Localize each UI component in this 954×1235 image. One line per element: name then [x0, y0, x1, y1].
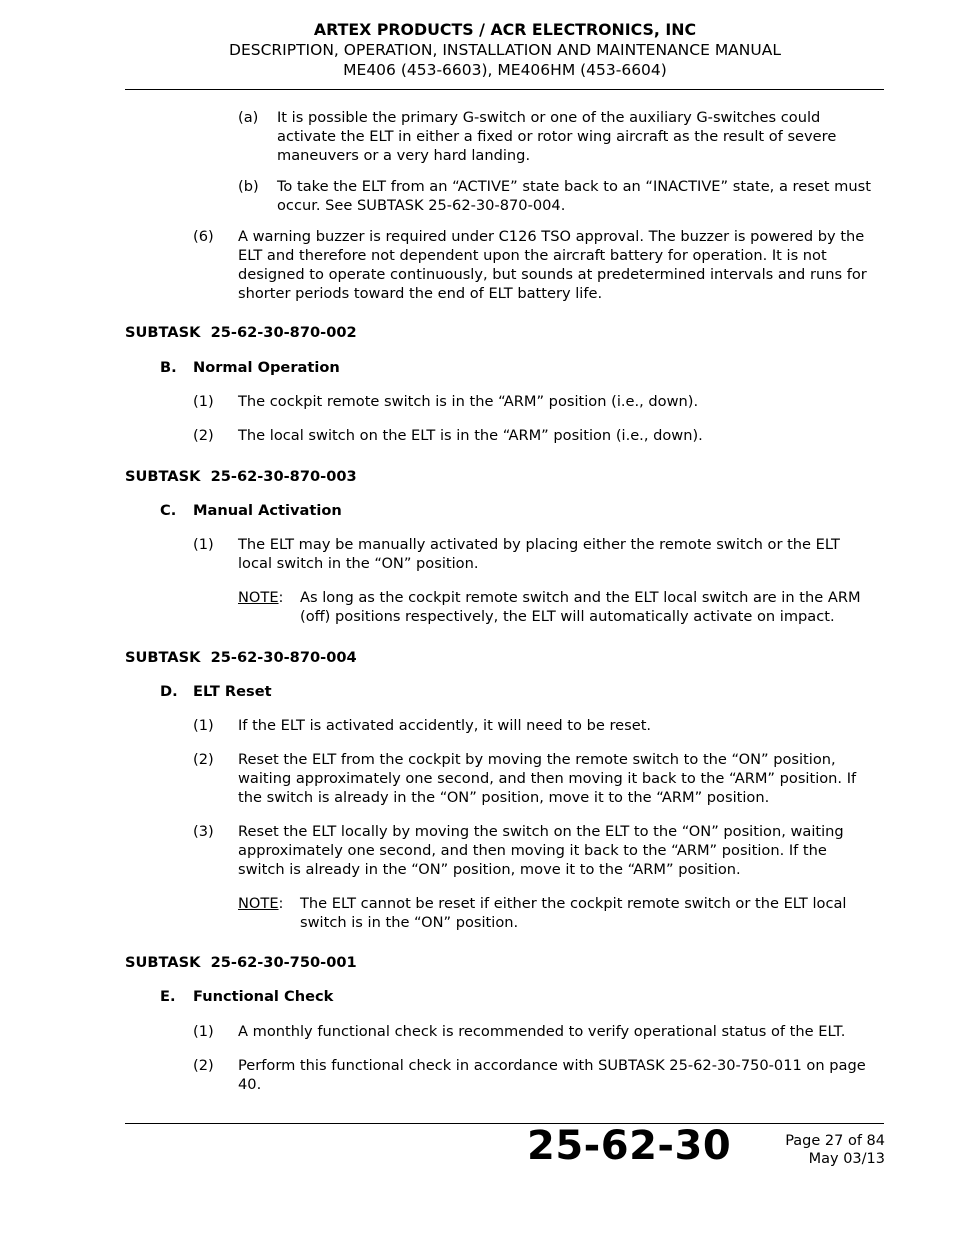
note-text: As long as the cockpit remote switch and the ELT local switch are in the ARM (off) positions respectively, the ELT will automatically activate on impact.	[300, 589, 861, 625]
page-number: Page 27 of 84	[785, 1133, 885, 1149]
section-letter: D.	[160, 683, 178, 700]
step-text: The ELT may be manually activated by placing either the remote switch or the ELT local switch in the “ON” position.	[238, 536, 840, 572]
subtask-heading: SUBTASK 25-62-30-870-004	[125, 649, 357, 666]
step-label: (3)	[193, 823, 214, 840]
item-6-label: (6)	[193, 228, 214, 245]
company-name: ARTEX PRODUCTS / ACR ELECTRONICS, INC	[313, 20, 697, 39]
item-b-label: (b)	[238, 178, 259, 195]
step-text: If the ELT is activated accidently, it will need to be reset.	[238, 717, 652, 734]
section-letter: B.	[160, 359, 177, 376]
step-text: Perform this functional check in accordance with SUBTASK 25-62-30-750-011 on page 40.	[238, 1057, 866, 1093]
document-code: 25-62-30	[527, 1123, 732, 1169]
item-a-label: (a)	[238, 109, 259, 126]
step-label: (1)	[193, 717, 214, 734]
step-text: A monthly functional check is recommended to verify operational status of the ELT.	[238, 1023, 846, 1040]
step-text: Reset the ELT locally by moving the switch on the ELT to the “ON” position, waiting approximately one second, and then moving it back to the “ARM” position. If the switch is already in the “ON” position, move it to the “ARM” position.	[238, 823, 844, 878]
revision-date: May 03/13	[808, 1151, 885, 1167]
note-colon: :	[278, 895, 284, 912]
item-b-text: To take the ELT from an “ACTIVE” state back to an “INACTIVE” state, a reset must occur. See SUBTASK 25-62-30-870-004.	[277, 178, 871, 214]
subtask-heading: SUBTASK 25-62-30-870-003	[125, 468, 357, 485]
manual-title: DESCRIPTION, OPERATION, INSTALLATION AND MAINTENANCE MANUAL	[229, 41, 781, 59]
step-label: (2)	[193, 427, 214, 444]
step-label: (1)	[193, 536, 214, 553]
model-numbers: ME406 (453-6603), ME406HM (453-6604)	[343, 61, 667, 79]
note-label	[238, 588, 283, 607]
footer-divider	[125, 1123, 884, 1124]
subtask-heading: SUBTASK 25-62-30-870-002	[125, 324, 357, 341]
subtask-heading: SUBTASK 25-62-30-750-001	[125, 954, 357, 971]
note-word: NOTE	[238, 589, 279, 606]
step-text: The cockpit remote switch is in the “ARM” position (i.e., down).	[238, 393, 699, 410]
section-title: Manual Activation	[193, 502, 342, 519]
step-label: (2)	[193, 1057, 214, 1074]
section-title: Functional Check	[193, 988, 334, 1005]
section-title: Normal Operation	[193, 359, 340, 376]
step-label: (1)	[193, 1023, 214, 1040]
item-6-text: A warning buzzer is required under C126 TSO approval. The buzzer is powered by the ELT and therefore not dependent upon the aircraft battery for operation. It is not designed to operate continuously, but sounds at predetermined intervals and runs for shorter periods toward the end of ELT battery life.	[238, 228, 867, 302]
section-letter: C.	[160, 502, 177, 519]
step-label: (1)	[193, 393, 214, 410]
section-title: ELT Reset	[193, 683, 272, 700]
step-text: The local switch on the ELT is in the “ARM” position (i.e., down).	[238, 427, 703, 444]
note-text: The ELT cannot be reset if either the cockpit remote switch or the ELT local switch is in the “ON” position.	[300, 895, 847, 931]
section-letter: E.	[160, 988, 176, 1005]
step-text: Reset the ELT from the cockpit by moving the remote switch to the “ON” position, waiting approximately one second, and then moving it back to the “ARM” position. If the switch is already in the “ON” position, move it to the “ARM” position.	[238, 751, 857, 806]
note-label	[238, 894, 283, 913]
note-colon: :	[278, 589, 284, 606]
note-word: NOTE	[238, 895, 279, 912]
header-divider	[125, 89, 884, 90]
step-label: (2)	[193, 751, 214, 768]
item-a-text: It is possible the primary G-switch or one of the auxiliary G-switches could activate the ELT in either a fixed or rotor wing aircraft as the result of severe maneuvers or a very hard landing.	[277, 109, 837, 164]
